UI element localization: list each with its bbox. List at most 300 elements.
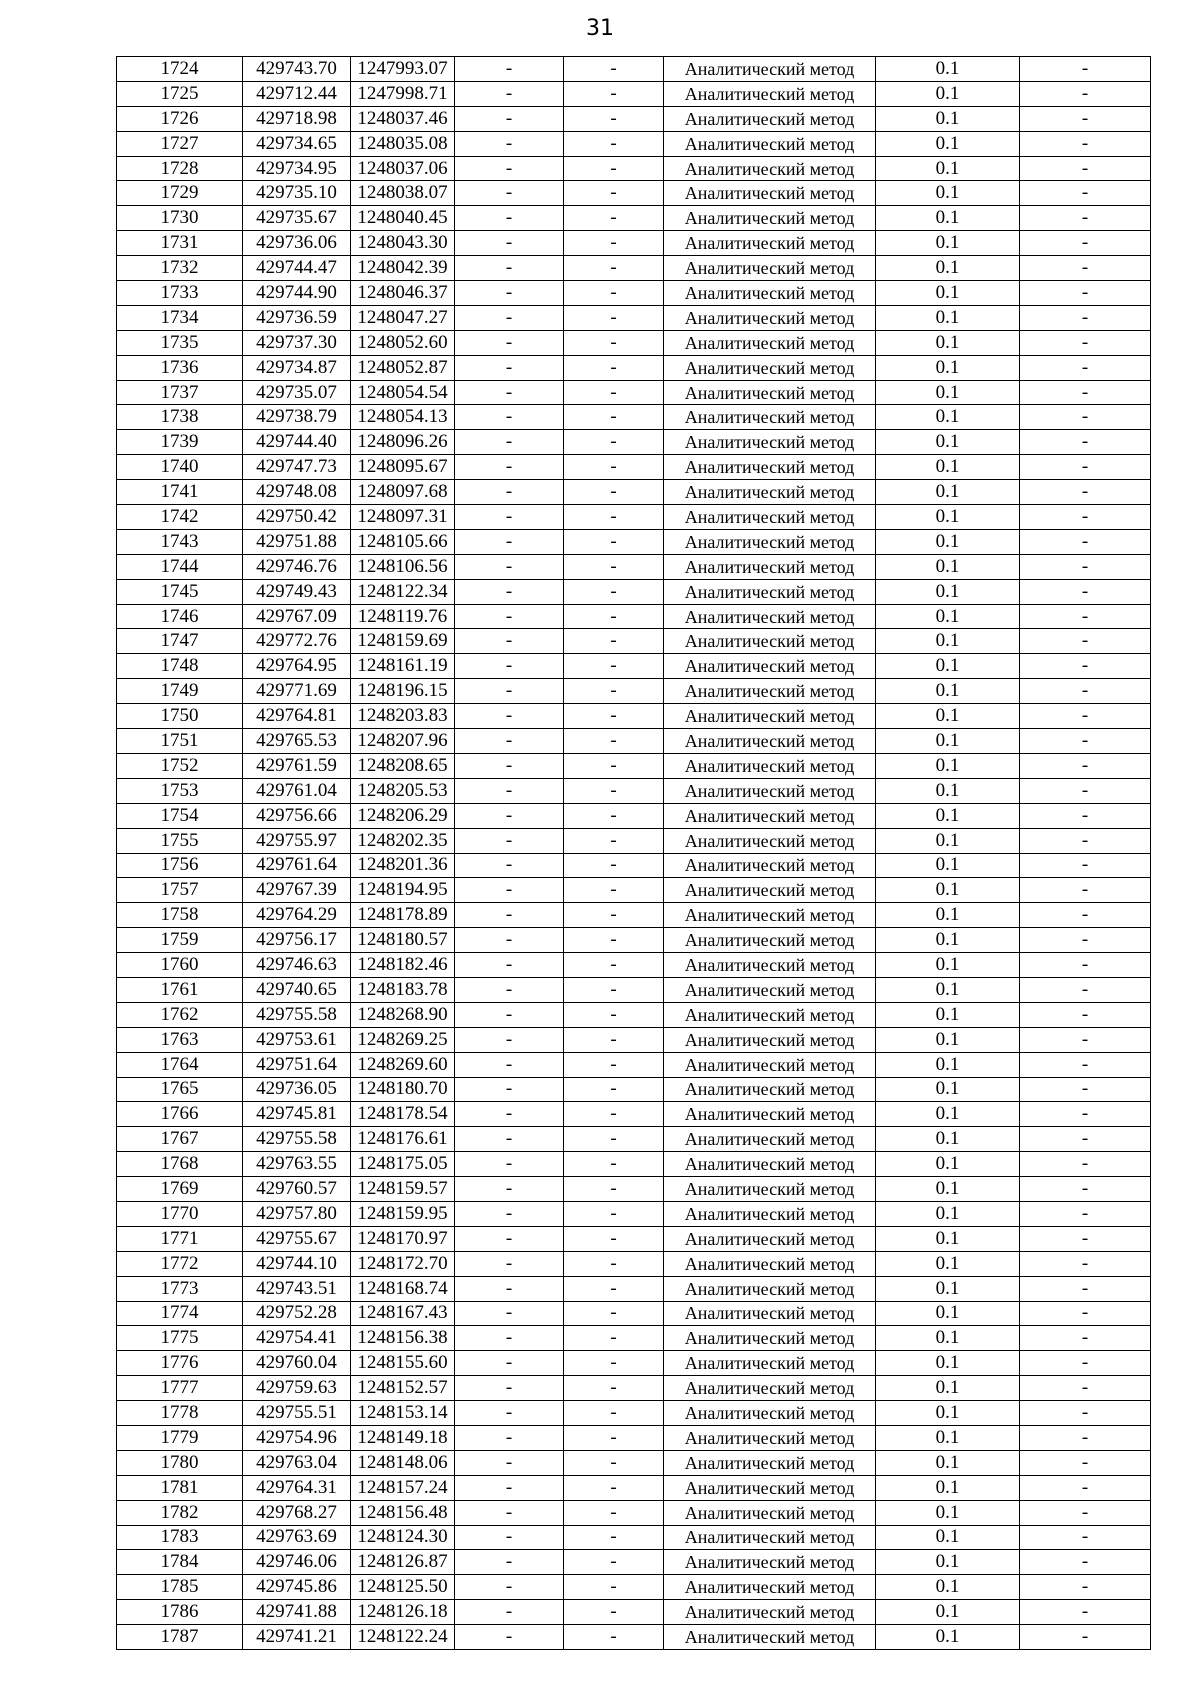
dash-cell: - <box>564 1625 664 1650</box>
dash-cell: - <box>564 953 664 978</box>
point-number-cell: 1754 <box>117 803 243 828</box>
accuracy-cell: 0.1 <box>876 1575 1020 1600</box>
dash-cell: - <box>1020 256 1151 281</box>
y-coordinate-cell: 1248035.08 <box>351 131 455 156</box>
table-row <box>117 554 1151 579</box>
y-coordinate-cell: 1248157.24 <box>351 1475 455 1500</box>
point-number-cell: 1783 <box>117 1525 243 1550</box>
dash-cell: - <box>455 231 564 256</box>
dash-cell: - <box>455 629 564 654</box>
accuracy-cell: 0.1 <box>876 529 1020 554</box>
x-coordinate-cell: 429741.21 <box>243 1625 351 1650</box>
table-row <box>117 131 1151 156</box>
dash-cell: - <box>455 1201 564 1226</box>
y-coordinate-cell: 1248096.26 <box>351 430 455 455</box>
method-cell: Аналитический метод <box>664 1550 876 1575</box>
accuracy-cell: 0.1 <box>876 1201 1020 1226</box>
x-coordinate-cell: 429764.29 <box>243 903 351 928</box>
point-number-cell: 1765 <box>117 1077 243 1102</box>
dash-cell: - <box>564 380 664 405</box>
y-coordinate-cell: 1248183.78 <box>351 977 455 1002</box>
dash-cell: - <box>564 903 664 928</box>
method-cell: Аналитический метод <box>664 1525 876 1550</box>
table-row <box>117 330 1151 355</box>
x-coordinate-cell: 429760.04 <box>243 1351 351 1376</box>
point-number-cell: 1734 <box>117 305 243 330</box>
x-coordinate-cell: 429743.70 <box>243 57 351 82</box>
method-cell: Аналитический метод <box>664 1027 876 1052</box>
y-coordinate-cell: 1248167.43 <box>351 1301 455 1326</box>
table-row <box>117 1500 1151 1525</box>
point-number-cell: 1770 <box>117 1201 243 1226</box>
accuracy-cell: 0.1 <box>876 1226 1020 1251</box>
point-number-cell: 1787 <box>117 1625 243 1650</box>
dash-cell: - <box>1020 380 1151 405</box>
dash-cell: - <box>455 1027 564 1052</box>
method-cell: Аналитический метод <box>664 430 876 455</box>
dash-cell: - <box>1020 679 1151 704</box>
point-number-cell: 1751 <box>117 729 243 754</box>
y-coordinate-cell: 1248124.30 <box>351 1525 455 1550</box>
x-coordinate-cell: 429744.40 <box>243 430 351 455</box>
point-number-cell: 1768 <box>117 1152 243 1177</box>
point-number-cell: 1724 <box>117 57 243 82</box>
dash-cell: - <box>455 1376 564 1401</box>
table-row <box>117 953 1151 978</box>
dash-cell: - <box>1020 1600 1151 1625</box>
point-number-cell: 1747 <box>117 629 243 654</box>
table-row <box>117 1301 1151 1326</box>
x-coordinate-cell: 429740.65 <box>243 977 351 1002</box>
method-cell: Аналитический метод <box>664 156 876 181</box>
x-coordinate-cell: 429735.10 <box>243 181 351 206</box>
accuracy-cell: 0.1 <box>876 1525 1020 1550</box>
y-coordinate-cell: 1248194.95 <box>351 878 455 903</box>
dash-cell: - <box>1020 455 1151 480</box>
dash-cell: - <box>455 604 564 629</box>
accuracy-cell: 0.1 <box>876 604 1020 629</box>
dash-cell: - <box>455 853 564 878</box>
dash-cell: - <box>455 1251 564 1276</box>
dash-cell: - <box>564 156 664 181</box>
dash-cell: - <box>564 604 664 629</box>
point-number-cell: 1743 <box>117 529 243 554</box>
x-coordinate-cell: 429744.47 <box>243 256 351 281</box>
table-row <box>117 505 1151 530</box>
point-number-cell: 1760 <box>117 953 243 978</box>
page-number: 31 <box>586 16 614 41</box>
dash-cell: - <box>1020 1052 1151 1077</box>
dash-cell: - <box>455 928 564 953</box>
dash-cell: - <box>455 903 564 928</box>
dash-cell: - <box>455 405 564 430</box>
method-cell: Аналитический метод <box>664 1002 876 1027</box>
dash-cell: - <box>564 977 664 1002</box>
dash-cell: - <box>564 1575 664 1600</box>
point-number-cell: 1759 <box>117 928 243 953</box>
dash-cell: - <box>455 1625 564 1650</box>
x-coordinate-cell: 429763.04 <box>243 1450 351 1475</box>
table-row <box>117 654 1151 679</box>
dash-cell: - <box>1020 1077 1151 1102</box>
y-coordinate-cell: 1248156.38 <box>351 1326 455 1351</box>
dash-cell: - <box>564 1351 664 1376</box>
dash-cell: - <box>564 505 664 530</box>
dash-cell: - <box>1020 977 1151 1002</box>
method-cell: Аналитический метод <box>664 953 876 978</box>
table-row <box>117 928 1151 953</box>
table-row <box>117 903 1151 928</box>
dash-cell: - <box>455 505 564 530</box>
dash-cell: - <box>455 281 564 306</box>
dash-cell: - <box>455 1052 564 1077</box>
dash-cell: - <box>564 181 664 206</box>
dash-cell: - <box>455 1550 564 1575</box>
dash-cell: - <box>455 878 564 903</box>
accuracy-cell: 0.1 <box>876 1152 1020 1177</box>
method-cell: Аналитический метод <box>664 1575 876 1600</box>
dash-cell: - <box>564 1152 664 1177</box>
y-coordinate-cell: 1248097.68 <box>351 480 455 505</box>
accuracy-cell: 0.1 <box>876 1625 1020 1650</box>
accuracy-cell: 0.1 <box>876 1251 1020 1276</box>
dash-cell: - <box>455 654 564 679</box>
dash-cell: - <box>1020 355 1151 380</box>
accuracy-cell: 0.1 <box>876 803 1020 828</box>
x-coordinate-cell: 429761.64 <box>243 853 351 878</box>
x-coordinate-cell: 429765.53 <box>243 729 351 754</box>
accuracy-cell: 0.1 <box>876 480 1020 505</box>
accuracy-cell: 0.1 <box>876 1177 1020 1202</box>
point-number-cell: 1731 <box>117 231 243 256</box>
y-coordinate-cell: 1248269.60 <box>351 1052 455 1077</box>
table-row <box>117 380 1151 405</box>
y-coordinate-cell: 1248180.70 <box>351 1077 455 1102</box>
dash-cell: - <box>455 305 564 330</box>
table-row <box>117 1475 1151 1500</box>
x-coordinate-cell: 429755.51 <box>243 1401 351 1426</box>
dash-cell: - <box>455 181 564 206</box>
method-cell: Аналитический метод <box>664 480 876 505</box>
point-number-cell: 1769 <box>117 1177 243 1202</box>
x-coordinate-cell: 429752.28 <box>243 1301 351 1326</box>
y-coordinate-cell: 1248040.45 <box>351 206 455 231</box>
table-row <box>117 1027 1151 1052</box>
dash-cell: - <box>564 1376 664 1401</box>
accuracy-cell: 0.1 <box>876 281 1020 306</box>
dash-cell: - <box>455 1425 564 1450</box>
table-row <box>117 405 1151 430</box>
accuracy-cell: 0.1 <box>876 156 1020 181</box>
method-cell: Аналитический метод <box>664 679 876 704</box>
dash-cell: - <box>455 704 564 729</box>
table-row <box>117 1425 1151 1450</box>
method-cell: Аналитический метод <box>664 629 876 654</box>
y-coordinate-cell: 1248208.65 <box>351 753 455 778</box>
x-coordinate-cell: 429763.69 <box>243 1525 351 1550</box>
dash-cell: - <box>564 305 664 330</box>
dash-cell: - <box>455 131 564 156</box>
y-coordinate-cell: 1248043.30 <box>351 231 455 256</box>
y-coordinate-cell: 1247998.71 <box>351 81 455 106</box>
method-cell: Аналитический метод <box>664 1401 876 1426</box>
x-coordinate-cell: 429756.17 <box>243 928 351 953</box>
dash-cell: - <box>455 729 564 754</box>
point-number-cell: 1772 <box>117 1251 243 1276</box>
dash-cell: - <box>455 1326 564 1351</box>
dash-cell: - <box>564 853 664 878</box>
dash-cell: - <box>455 1351 564 1376</box>
y-coordinate-cell: 1248153.14 <box>351 1401 455 1426</box>
table-row <box>117 1251 1151 1276</box>
method-cell: Аналитический метод <box>664 231 876 256</box>
table-row <box>117 355 1151 380</box>
y-coordinate-cell: 1248054.13 <box>351 405 455 430</box>
table-row <box>117 231 1151 256</box>
dash-cell: - <box>564 430 664 455</box>
point-number-cell: 1767 <box>117 1127 243 1152</box>
x-coordinate-cell: 429736.06 <box>243 231 351 256</box>
dash-cell: - <box>564 554 664 579</box>
accuracy-cell: 0.1 <box>876 1052 1020 1077</box>
dash-cell: - <box>1020 131 1151 156</box>
dash-cell: - <box>1020 828 1151 853</box>
y-coordinate-cell: 1248047.27 <box>351 305 455 330</box>
table-row <box>117 529 1151 554</box>
x-coordinate-cell: 429755.97 <box>243 828 351 853</box>
y-coordinate-cell: 1248176.61 <box>351 1127 455 1152</box>
accuracy-cell: 0.1 <box>876 1301 1020 1326</box>
method-cell: Аналитический метод <box>664 753 876 778</box>
x-coordinate-cell: 429767.09 <box>243 604 351 629</box>
dash-cell: - <box>455 57 564 82</box>
accuracy-cell: 0.1 <box>876 629 1020 654</box>
dash-cell: - <box>564 480 664 505</box>
table-row <box>117 181 1151 206</box>
point-number-cell: 1735 <box>117 330 243 355</box>
dash-cell: - <box>564 1002 664 1027</box>
dash-cell: - <box>455 1401 564 1426</box>
point-number-cell: 1753 <box>117 778 243 803</box>
accuracy-cell: 0.1 <box>876 1450 1020 1475</box>
dash-cell: - <box>1020 1226 1151 1251</box>
x-coordinate-cell: 429735.67 <box>243 206 351 231</box>
accuracy-cell: 0.1 <box>876 181 1020 206</box>
point-number-cell: 1736 <box>117 355 243 380</box>
x-coordinate-cell: 429772.76 <box>243 629 351 654</box>
x-coordinate-cell: 429748.08 <box>243 480 351 505</box>
dash-cell: - <box>1020 81 1151 106</box>
dash-cell: - <box>1020 604 1151 629</box>
dash-cell: - <box>564 57 664 82</box>
point-number-cell: 1752 <box>117 753 243 778</box>
table-row <box>117 1177 1151 1202</box>
dash-cell: - <box>564 131 664 156</box>
method-cell: Аналитический метод <box>664 131 876 156</box>
dash-cell: - <box>455 330 564 355</box>
dash-cell: - <box>564 1052 664 1077</box>
x-coordinate-cell: 429755.58 <box>243 1127 351 1152</box>
dash-cell: - <box>564 629 664 654</box>
x-coordinate-cell: 429718.98 <box>243 106 351 131</box>
point-number-cell: 1748 <box>117 654 243 679</box>
accuracy-cell: 0.1 <box>876 430 1020 455</box>
table-row <box>117 1326 1151 1351</box>
method-cell: Аналитический метод <box>664 778 876 803</box>
x-coordinate-cell: 429747.73 <box>243 455 351 480</box>
table-row <box>117 853 1151 878</box>
dash-cell: - <box>564 1401 664 1426</box>
accuracy-cell: 0.1 <box>876 1002 1020 1027</box>
dash-cell: - <box>1020 579 1151 604</box>
point-number-cell: 1756 <box>117 853 243 878</box>
point-number-cell: 1726 <box>117 106 243 131</box>
dash-cell: - <box>564 1251 664 1276</box>
dash-cell: - <box>1020 903 1151 928</box>
accuracy-cell: 0.1 <box>876 1500 1020 1525</box>
point-number-cell: 1782 <box>117 1500 243 1525</box>
y-coordinate-cell: 1248203.83 <box>351 704 455 729</box>
table-row <box>117 106 1151 131</box>
table-row <box>117 1625 1151 1650</box>
point-number-cell: 1742 <box>117 505 243 530</box>
table-row <box>117 828 1151 853</box>
accuracy-cell: 0.1 <box>876 1102 1020 1127</box>
table-row <box>117 1401 1151 1426</box>
dash-cell: - <box>1020 704 1151 729</box>
table-row <box>117 579 1151 604</box>
method-cell: Аналитический метод <box>664 1226 876 1251</box>
y-coordinate-cell: 1248175.05 <box>351 1152 455 1177</box>
dash-cell: - <box>1020 1152 1151 1177</box>
x-coordinate-cell: 429736.59 <box>243 305 351 330</box>
y-coordinate-cell: 1248126.87 <box>351 1550 455 1575</box>
x-coordinate-cell: 429734.65 <box>243 131 351 156</box>
y-coordinate-cell: 1248178.54 <box>351 1102 455 1127</box>
dash-cell: - <box>455 1525 564 1550</box>
dash-cell: - <box>455 1077 564 1102</box>
accuracy-cell: 0.1 <box>876 729 1020 754</box>
dash-cell: - <box>1020 1450 1151 1475</box>
point-number-cell: 1773 <box>117 1276 243 1301</box>
method-cell: Аналитический метод <box>664 330 876 355</box>
dash-cell: - <box>564 1425 664 1450</box>
dash-cell: - <box>455 1600 564 1625</box>
point-number-cell: 1774 <box>117 1301 243 1326</box>
dash-cell: - <box>564 1326 664 1351</box>
dash-cell: - <box>564 1127 664 1152</box>
method-cell: Аналитический метод <box>664 803 876 828</box>
accuracy-cell: 0.1 <box>876 405 1020 430</box>
y-coordinate-cell: 1248201.36 <box>351 853 455 878</box>
dash-cell: - <box>1020 1102 1151 1127</box>
table-row <box>117 1201 1151 1226</box>
dash-cell: - <box>564 1226 664 1251</box>
table-row <box>117 305 1151 330</box>
dash-cell: - <box>564 928 664 953</box>
table-row <box>117 1276 1151 1301</box>
accuracy-cell: 0.1 <box>876 305 1020 330</box>
accuracy-cell: 0.1 <box>876 1550 1020 1575</box>
method-cell: Аналитический метод <box>664 1077 876 1102</box>
accuracy-cell: 0.1 <box>876 231 1020 256</box>
y-coordinate-cell: 1248149.18 <box>351 1425 455 1450</box>
y-coordinate-cell: 1248122.34 <box>351 579 455 604</box>
method-cell: Аналитический метод <box>664 604 876 629</box>
x-coordinate-cell: 429712.44 <box>243 81 351 106</box>
y-coordinate-cell: 1248196.15 <box>351 679 455 704</box>
x-coordinate-cell: 429745.86 <box>243 1575 351 1600</box>
x-coordinate-cell: 429746.63 <box>243 953 351 978</box>
method-cell: Аналитический метод <box>664 1276 876 1301</box>
x-coordinate-cell: 429738.79 <box>243 405 351 430</box>
method-cell: Аналитический метод <box>664 505 876 530</box>
table-row <box>117 1002 1151 1027</box>
dash-cell: - <box>564 1276 664 1301</box>
dash-cell: - <box>1020 281 1151 306</box>
accuracy-cell: 0.1 <box>876 256 1020 281</box>
y-coordinate-cell: 1248125.50 <box>351 1575 455 1600</box>
dash-cell: - <box>1020 654 1151 679</box>
dash-cell: - <box>455 430 564 455</box>
point-number-cell: 1740 <box>117 455 243 480</box>
y-coordinate-cell: 1248207.96 <box>351 729 455 754</box>
dash-cell: - <box>564 878 664 903</box>
x-coordinate-cell: 429764.31 <box>243 1475 351 1500</box>
point-number-cell: 1781 <box>117 1475 243 1500</box>
accuracy-cell: 0.1 <box>876 953 1020 978</box>
method-cell: Аналитический метод <box>664 455 876 480</box>
point-number-cell: 1733 <box>117 281 243 306</box>
dash-cell: - <box>1020 1251 1151 1276</box>
dash-cell: - <box>564 1500 664 1525</box>
method-cell: Аналитический метод <box>664 1600 876 1625</box>
method-cell: Аналитический метод <box>664 579 876 604</box>
point-number-cell: 1776 <box>117 1351 243 1376</box>
x-coordinate-cell: 429750.42 <box>243 505 351 530</box>
x-coordinate-cell: 429759.63 <box>243 1376 351 1401</box>
table-row <box>117 977 1151 1002</box>
dash-cell: - <box>1020 231 1151 256</box>
dash-cell: - <box>1020 1401 1151 1426</box>
dash-cell: - <box>1020 1127 1151 1152</box>
table-row <box>117 455 1151 480</box>
dash-cell: - <box>564 679 664 704</box>
y-coordinate-cell: 1248042.39 <box>351 256 455 281</box>
dash-cell: - <box>455 753 564 778</box>
accuracy-cell: 0.1 <box>876 1425 1020 1450</box>
table-row <box>117 679 1151 704</box>
point-number-cell: 1762 <box>117 1002 243 1027</box>
point-number-cell: 1775 <box>117 1326 243 1351</box>
y-coordinate-cell: 1248126.18 <box>351 1600 455 1625</box>
point-number-cell: 1738 <box>117 405 243 430</box>
dash-cell: - <box>564 1475 664 1500</box>
accuracy-cell: 0.1 <box>876 778 1020 803</box>
x-coordinate-cell: 429754.41 <box>243 1326 351 1351</box>
dash-cell: - <box>455 380 564 405</box>
y-coordinate-cell: 1248097.31 <box>351 505 455 530</box>
dash-cell: - <box>455 1002 564 1027</box>
y-coordinate-cell: 1248269.25 <box>351 1027 455 1052</box>
x-coordinate-cell: 429764.95 <box>243 654 351 679</box>
dash-cell: - <box>1020 629 1151 654</box>
y-coordinate-cell: 1248182.46 <box>351 953 455 978</box>
y-coordinate-cell: 1248037.06 <box>351 156 455 181</box>
accuracy-cell: 0.1 <box>876 1027 1020 1052</box>
dash-cell: - <box>564 1201 664 1226</box>
dash-cell: - <box>564 1102 664 1127</box>
